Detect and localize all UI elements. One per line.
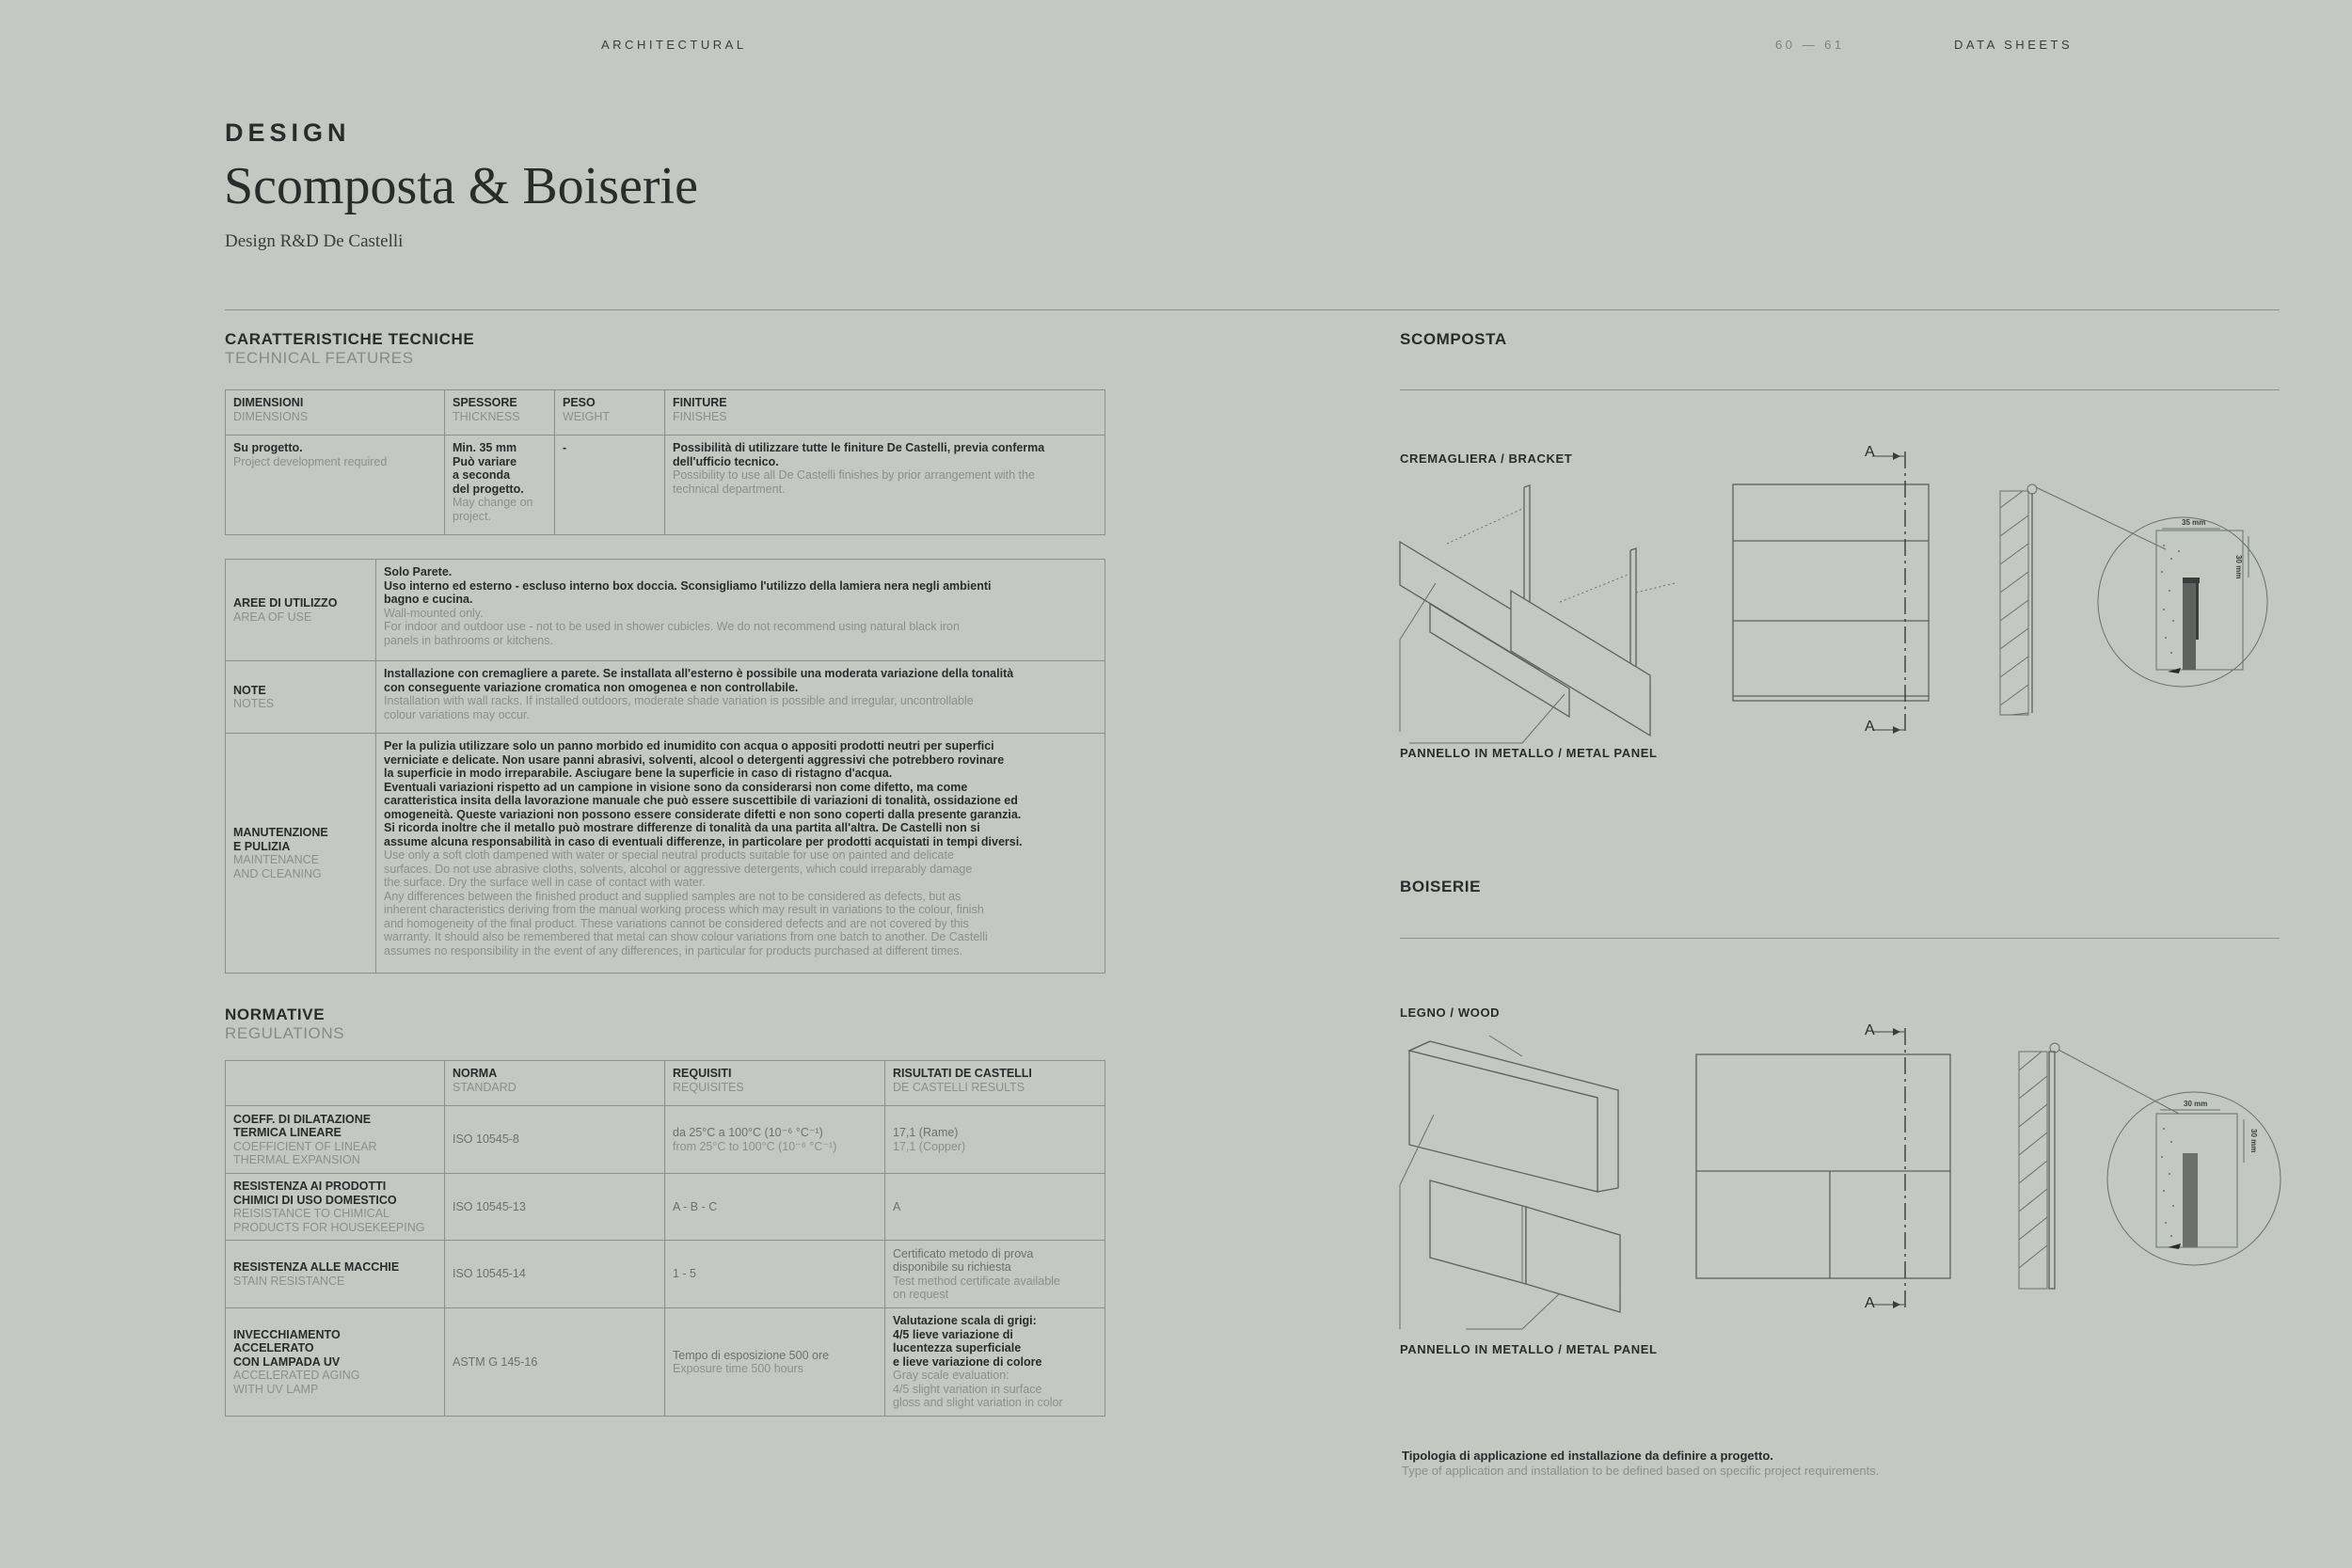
regulations-title: NORMATIVE xyxy=(225,1006,326,1023)
regulations-subtitle: REGULATIONS xyxy=(225,1024,345,1042)
elevation-frame xyxy=(1733,484,1929,701)
reg-name: RESISTENZA AI PRODOTTI CHIMICI DI USO DOMESTICO REISISTANCE TO CHIMICAL PRODUCTS FOR HOUSEKEEPING xyxy=(226,1174,445,1241)
header-page-numbers: 60 — 61 xyxy=(1775,38,1845,52)
reg-standard: ISO 10545-14 xyxy=(445,1241,665,1308)
boiserie-dim-width: 30 mm xyxy=(2184,1100,2208,1108)
boiserie-panel-label: PANNELLO IN METALLO / METAL PANEL xyxy=(1400,1342,1658,1356)
boiserie-divider xyxy=(1400,938,2280,939)
scomposta-isometric-drawing xyxy=(1400,470,1682,752)
footer-note: Tipologia di applicazione ed installazione da definire a progetto. xyxy=(1402,1449,1773,1463)
reg-standard: ASTM G 145-16 xyxy=(445,1308,665,1417)
reg-result: Certificato metodo di prova disponibile su richiesta Test method certificate available on request xyxy=(885,1241,1105,1308)
section-mark-bottom: A xyxy=(1865,719,1875,735)
reg-requisite: 1 - 5 xyxy=(665,1241,885,1308)
boiserie-title: BOISERIE xyxy=(1400,878,1482,895)
notes-label: NOTE NOTES xyxy=(226,661,376,734)
table-row xyxy=(226,734,1105,974)
section-mark-top: A xyxy=(1865,444,1875,460)
boiserie-dim-height: 30 mm xyxy=(2249,1129,2258,1153)
metal-panels xyxy=(1400,542,1650,736)
boiserie-elevation xyxy=(1689,1021,1971,1322)
scomposta-elevation xyxy=(1724,442,1968,752)
table-row xyxy=(226,661,1105,734)
reg-result: A xyxy=(885,1174,1105,1241)
boiserie-concrete-dots xyxy=(2161,1128,2174,1237)
table-row xyxy=(226,1308,1105,1417)
reg-name: INVECCHIAMENTO ACCELERATO CON LAMPADA UV ACCELERATED AGING WITH UV LAMP xyxy=(226,1308,445,1417)
table-row xyxy=(226,1106,1105,1174)
table-row xyxy=(226,436,1105,535)
scomposta-panel-label: PANNELLO IN METALLO / METAL PANEL xyxy=(1400,746,1658,760)
boiserie-metal-panels xyxy=(1430,1180,1620,1312)
reg-standard: ISO 10545-8 xyxy=(445,1106,665,1174)
tech-col-finishes: FINITURE FINISHES xyxy=(665,390,1105,436)
reg-col-results: RISULTATI DE CASTELLI DE CASTELLI RESULTS xyxy=(885,1061,1105,1106)
notes-text: Installazione con cremagliere a parete. Se installata all'esterno è possibile una moderata variazione della tonalità con conseguente variazione cromatica non omogenea e non controllabile. Installation with wall racks. If installed outdoors, moderate shade variation is possible and irregular, uncontrollable colour variations may occur. xyxy=(376,661,1105,734)
reg-standard: ISO 10545-13 xyxy=(445,1174,665,1241)
wood-frame xyxy=(1409,1041,1618,1192)
reg-requisite: A - B - C xyxy=(665,1174,885,1241)
scomposta-title: SCOMPOSTA xyxy=(1400,330,1507,348)
kicker: DESIGN xyxy=(225,119,351,147)
wall-hatch xyxy=(2000,491,2028,715)
tech-cell-thickness: Min. 35 mm Può variare a seconda del progetto. May change on project. xyxy=(445,436,555,535)
bracket-label: CREMAGLIERA / BRACKET xyxy=(1400,451,1573,466)
reg-result: Valutazione scala di grigi: 4/5 lieve variazione di lucentezza superficiale e lieve variazione di colore Gray scale evaluation: 4/5 slight variation in surface gloss and slight variation in color xyxy=(885,1308,1105,1417)
reg-requisite: Tempo di esposizione 500 ore Exposure time 500 hours xyxy=(665,1308,885,1417)
reg-name: COEFF. DI DILATAZIONE TERMICA LINEARE COEFFICIENT OF LINEAR THERMAL EXPANSION xyxy=(226,1106,445,1174)
tech-col-weight: PESO WEIGHT xyxy=(555,390,665,436)
boiserie-section-mark-top: A xyxy=(1865,1022,1875,1038)
page-subtitle: Design R&D De Castelli xyxy=(225,231,404,251)
maintenance-label: MANUTENZIONE E PULIZIA MAINTENANCE AND CLEANING xyxy=(226,734,376,974)
technical-table xyxy=(225,389,1105,535)
tech-cell-finishes: Possibilità di utilizzare tutte le finiture De Castelli, previa conferma dell'ufficio tecnico. Possibility to use all De Castelli finishes by prior arrangement with the technical department. xyxy=(665,436,1105,535)
technical-subtitle: TECHNICAL FEATURES xyxy=(225,349,414,367)
boiserie-elevation-frame xyxy=(1696,1054,1950,1278)
regulations-table xyxy=(225,1060,1105,1417)
table-row xyxy=(226,1241,1105,1308)
tech-cell-dimensions: Su progetto. Project development required xyxy=(226,436,445,535)
usage-table xyxy=(225,559,1105,974)
header-section-label: ARCHITECTURAL xyxy=(601,38,747,52)
tech-cell-weight: - xyxy=(555,436,665,535)
boiserie-isometric-drawing xyxy=(1400,1030,1635,1340)
technical-title: CARATTERISTICHE TECNICHE xyxy=(225,330,475,348)
header-data-sheets: DATA SHEETS xyxy=(1954,38,2074,52)
title-divider xyxy=(225,309,2280,310)
reg-name: RESISTENZA ALLE MACCHIE STAIN RESISTANCE xyxy=(226,1241,445,1308)
regulations-header-row xyxy=(226,1061,1105,1106)
wood-label: LEGNO / WOOD xyxy=(1400,1006,1501,1020)
scomposta-dim-height: 30 mm xyxy=(2234,555,2243,579)
footer-note-en: Type of application and installation to be defined based on specific project requirements. xyxy=(1402,1464,1880,1478)
boiserie-section-drawing xyxy=(2013,1044,2286,1289)
usage-label: AREE DI UTILIZZO AREA OF USE xyxy=(226,560,376,661)
usage-text: Solo Parete. Uso interno ed esterno - escluso interno box doccia. Sconsigliamo l'utilizzo della lamiera nera negli ambienti bagno e cucina. Wall-mounted only. For indoor and outdoor use - not to be used in shower cubicles. We do not recommend using natural black iron panels in bathrooms or kitchens. xyxy=(376,560,1105,661)
table-row xyxy=(226,1174,1105,1241)
reg-col-requisites: REQUISITI REQUISITES xyxy=(665,1061,885,1106)
reg-col-empty xyxy=(226,1061,445,1106)
reg-col-standard: NORMA STANDARD xyxy=(445,1061,665,1106)
reg-result: 17,1 (Rame) 17,1 (Copper) xyxy=(885,1106,1105,1174)
scomposta-section-drawing xyxy=(1994,480,2286,724)
tech-col-thickness: SPESSORE THICKNESS xyxy=(445,390,555,436)
page-title: Scomposta & Boiserie xyxy=(224,157,698,215)
reg-requisite: da 25°C a 100°C (10⁻⁶ °C⁻¹) from 25°C to 100°C (10⁻⁶ °C⁻¹) xyxy=(665,1106,885,1174)
scomposta-dim-width: 35 mm xyxy=(2182,518,2206,527)
scomposta-divider xyxy=(1400,389,2280,390)
technical-header-row xyxy=(226,390,1105,436)
maintenance-text: Per la pulizia utilizzare solo un panno morbido ed inumidito con acqua o appositi prodotti neutri per superfici verniciate e delicate. Non usare panni abrasivi, solventi, alcool o detergenti aggressivi che potrebbero rovinare la superficie in modo irreparabile. Asciugare bene la superficie in caso di ristagno d'acqua. Eventuali variazioni rispetto ad un campione in visione sono da considerarsi non come difetto, ma come caratteristica insita della lavorazione manuale che può essere suscettibile di variazioni di tonalità, ossidazione ed omogeneità. Queste variazioni non possono essere considerate difetti e non sono coperti dalla presente garanzia. Si ricorda inoltre che il metallo può mostrare differenze di tonalità da una partita all'altra. De Castelli non si assume alcuna responsabilità in caso di eventuali differenze, in particolare per prodotti acquistati in tempi diversi. Use only a soft cloth dampened with water or special neutral products suitable for use on painted and delicate surfaces. Do not use abrasive cloths, solvents, alcohol or aggressive detergents, which could irreparably damage the surface. Dry the surface well in case of contact with water. Any differences between the finished product and supplied samples are not to be considered as defects, but as inherent characteristics deriving from the manual working process which may result in variations to the colour, finish and homogeneity of the final product. These variations cannot be considered defects and are not covered by this warranty. It should also be remembered that metal can show colour variations from one batch to another. De Castelli assumes no responsibility in the event of any differences, in particular for products purchased at different times. xyxy=(376,734,1105,974)
concrete-dots xyxy=(2161,545,2180,654)
boiserie-wall-hatch xyxy=(2019,1052,2047,1289)
tech-col-dimensions: DIMENSIONI DIMENSIONS xyxy=(226,390,445,436)
table-row xyxy=(226,560,1105,661)
boiserie-section-mark-bottom: A xyxy=(1865,1295,1875,1311)
